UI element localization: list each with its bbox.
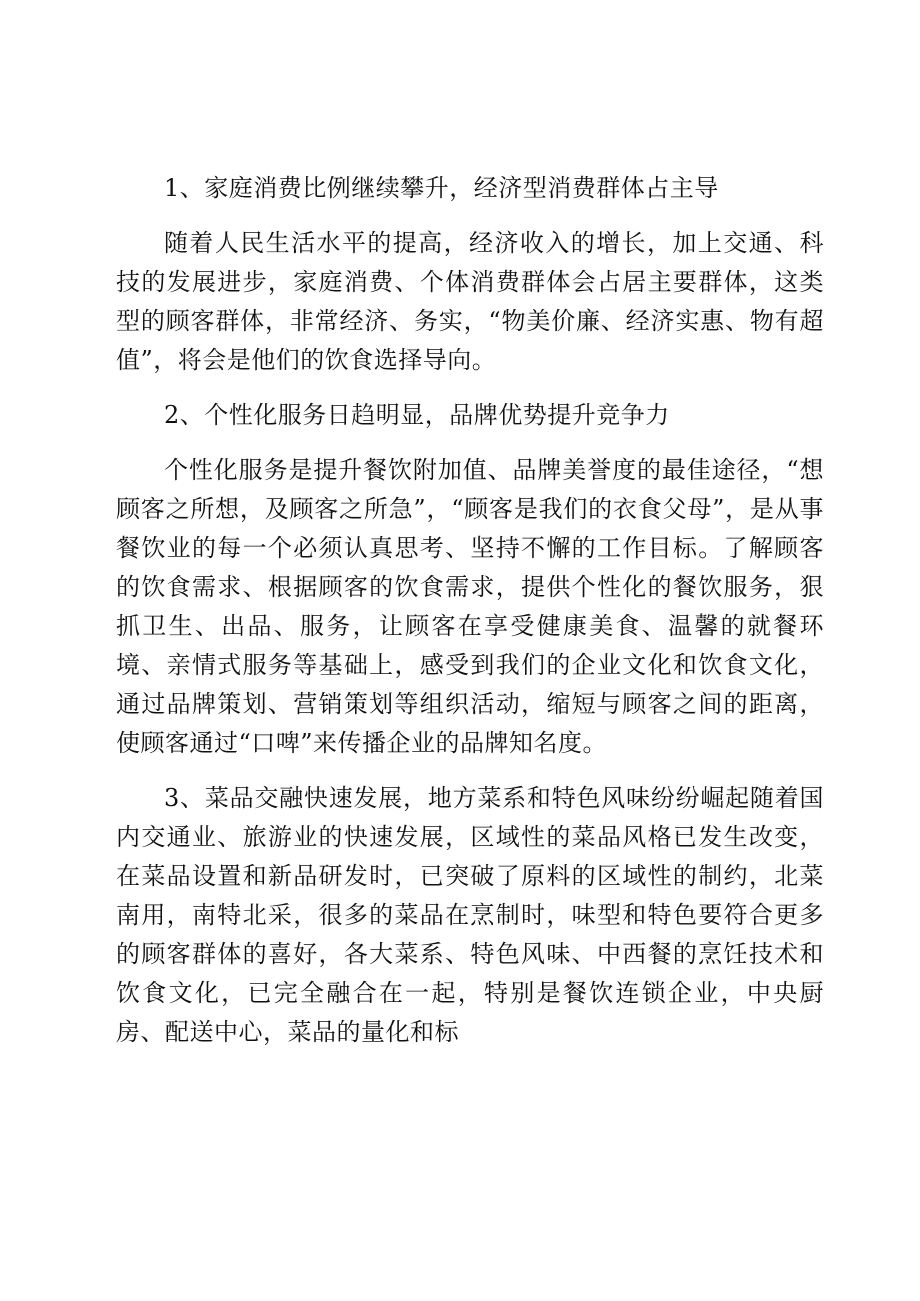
section-1-paragraph: 随着人民生活水平的提高，经济收入的增长，加上交通、科技的发展进步，家庭消费、个体消费群体会占居主要群体，这类型的顾客群体，非常经济、务实，“物美价廉、经济实惠、物有超值”，将会是他们的饮食选择导向。 <box>116 229 824 374</box>
section-2-paragraph: 个性化服务是提升餐饮附加值、品牌美誉度的最佳途径，“想顾客之所想，及顾客之所急”，“顾客是我们的衣食父母”，是从事餐饮业的每一个必须认真思考、坚持不懈的工作目标。了解顾客的饮食需求、根据顾客的饮食需求，提供个性化的餐饮服务，狠抓卫生、出品、服务，让顾客在享受健康美食、温馨的就餐环境、亲情式服务等基础上，感受到我们的企业文化和饮食文化，通过品牌策划、营销策划等组织活动，缩短与顾客之间的距离，使顾客通过“口啤”来传播企业的品牌知名度。 <box>116 456 824 757</box>
section-3-paragraph: 3、菜品交融快速发展，地方菜系和特色风味纷纷崛起随着国内交通业、旅游业的快速发展，区域性的菜品风格已发生改变，在菜品设置和新品研发时，已突破了原料的区域性的制约，北菜南用，南特北采，很多的菜品在烹制时，味型和特色要符合更多的顾客群体的喜好，各大菜系、特色风味、中西餐的烹饪技术和饮食文化，已完全融合在一起，特别是餐饮连锁企业，中央厨房、配送中心，菜品的量化和标 <box>116 784 824 1046</box>
document-body <box>116 169 824 1052</box>
section-2-heading: 2、个性化服务日趋明显，品牌优势提升竞争力 <box>164 401 670 429</box>
section-1-heading: 1、家庭消费比例继续攀升，经济型消费群体占主导 <box>164 174 719 202</box>
